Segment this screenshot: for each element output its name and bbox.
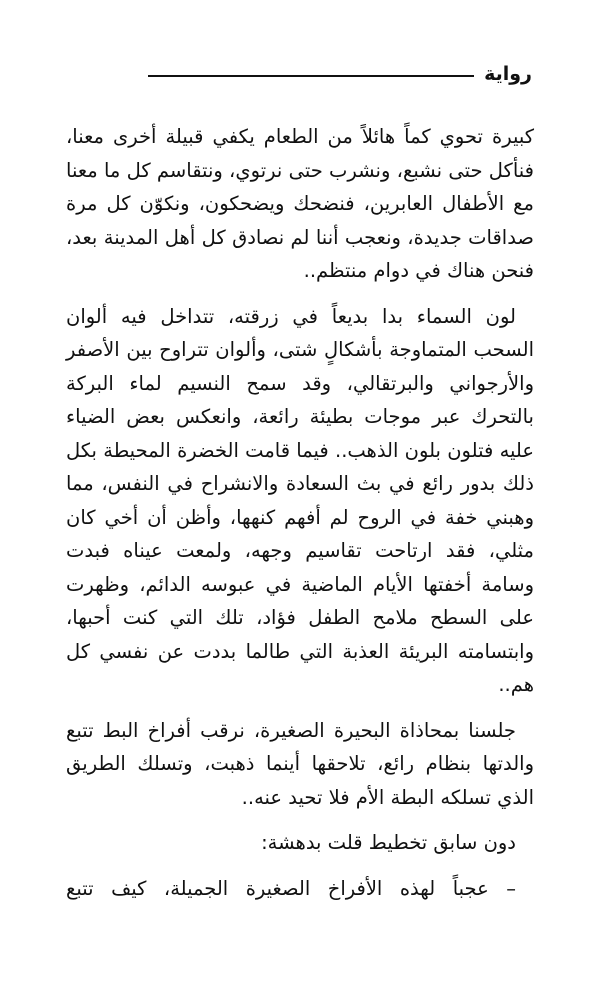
paragraph-2: لون السماء بدا بديعاً في زرقته، تتداخل فيه ألوان السحب المتماوجة بأشكالٍ شتى، وألوان تتراوح بين الأصفر والأرجواني والبرتقالي، وقد سمح النسيم لماء البركة بالتحرك عبر موجات بطيئة رائعة، وانعكس بعض الضياء عليه فتلون بلون الذهب.. فيما قامت الخضرة المحيطة بكل ذلك بدور رائع في بث السعادة والانشراح في النفس، مما وهبني خفة في الروح لم أفهم كنهها، وأظن أن أخي كان مثلي، فقد ارتاحت تقاسيم وجهه، ولمعت عيناه فبدت وسامة أخفتها الأيام الماضية في عبوسه الدائم، وظهرت على السطح ملامح الطفل فؤاد، تلك التي كنت أحبها، وابتسامته البريئة العذبة التي طالما بددت عن نفسي كل هم..: [66, 304, 534, 696]
header-rule: [148, 75, 474, 77]
body-text: [66, 120, 534, 917]
section-label: رواية: [484, 63, 532, 85]
paragraph-3: جلسنا بمحاذاة البحيرة الصغيرة، نرقب أفراخ البط تتبع والدتها بنظام رائع، تلاحقها أينما ذهبت، وتسلك الطريق الذي تسلكه البطة الأم فلا تحيد عنه..: [66, 718, 534, 809]
running-header: [112, 58, 532, 90]
paragraph-4: دون سابق تخطيط قلت بدهشة:: [261, 831, 516, 854]
paragraph-5: – عجباً لهذه الأفراخ الصغيرة الجميلة، كيف تتبع: [66, 876, 516, 900]
paragraph-1: كبيرة تحوي كماً هائلاً من الطعام يكفي قبيلة أخرى معنا، فنأكل حتى نشبع، ونشرب حتى نرتوي، ونتقاسم كل ما معنا مع الأطفال العابرين، فنضحك ويضحكون، ونكوّن كل مرة صداقات جديدة، ونعجب أننا لم نصادق كل أهل المدينة بعد، فنحن هناك في دوام منتظم..: [66, 125, 534, 282]
